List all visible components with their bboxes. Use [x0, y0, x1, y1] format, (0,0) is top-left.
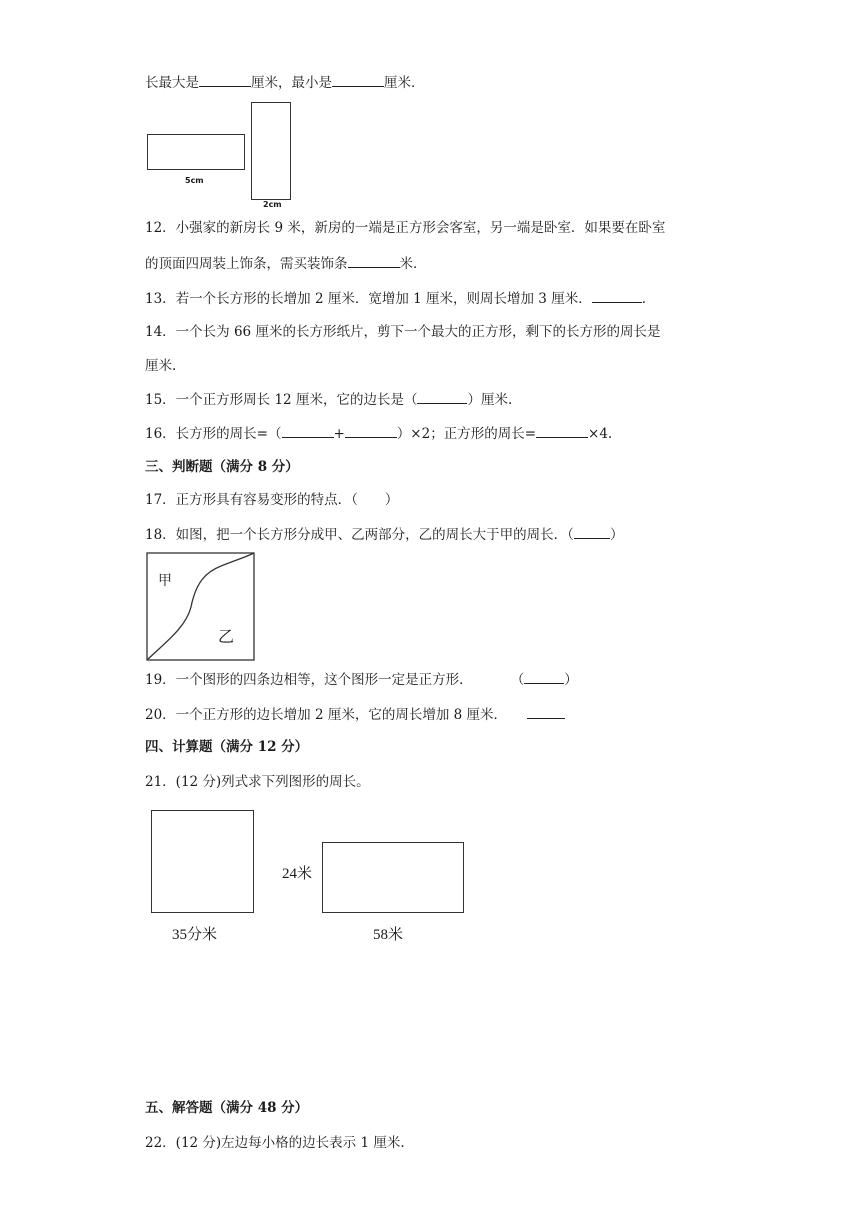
q12-text-a: 的顶面四周装上饰条，需买装饰条 — [145, 256, 348, 272]
q15-line — [145, 389, 512, 410]
q14-line1: 14．一个长为 66 厘米的长方形纸片，剪下一个最大的正方形，剩下的长方形的周长是 — [145, 324, 661, 340]
q15-text-a: 15．一个正方形周长 12 厘米，它的边长是（ — [145, 392, 418, 408]
q18-label-yi: 乙 — [218, 627, 235, 646]
q19-close: ） — [564, 672, 578, 688]
q12-text-b: 米． — [399, 256, 427, 272]
q21-rectangle — [322, 842, 464, 913]
q11-label-2cm: 2cm — [263, 200, 282, 209]
q15-blank — [417, 389, 467, 404]
q21-square — [151, 810, 254, 913]
q11-figure — [145, 100, 305, 215]
q20-line — [145, 704, 565, 725]
q14-line2: 厘米. — [145, 358, 177, 374]
q18-blank — [574, 524, 610, 539]
q21-line: 21．(12 分)列式求下列图形的周长。 — [145, 774, 370, 790]
q21-square-label: 35分米 — [172, 927, 218, 943]
q16-blank-length — [282, 423, 334, 438]
q17-line: 17．正方形具有容易变形的特点．（ ） — [145, 492, 399, 508]
section-5-heading: 五、解答题（满分 48 分） — [145, 1100, 309, 1116]
q13-text: 13．若一个长方形的长增加 2 厘米．宽增加 1 厘米，则周长增加 3 厘米． — [145, 291, 592, 307]
q19-text: 19．一个图形的四条边相等，这个图形一定是正方形． — [145, 672, 473, 688]
q11-blank-min — [332, 72, 384, 87]
q11-horizontal-rectangle — [147, 134, 245, 170]
q11-text-b: 厘米，最小是 — [251, 75, 332, 91]
q11-label-5cm: 5cm — [185, 176, 204, 185]
q16-blank-side — [536, 423, 588, 438]
q18-line — [145, 524, 623, 545]
q19-blank — [524, 669, 564, 684]
section-3-heading: 三、判断题（满分 8 分） — [145, 459, 299, 475]
q18-figure — [146, 552, 256, 662]
q21-rect-width-label: 58米 — [373, 927, 404, 943]
q16-blank-width — [345, 423, 397, 438]
q18-end: ） — [609, 527, 624, 543]
q19-open: （ — [510, 672, 525, 688]
q16-text-b: ）×2；正方形的周长= — [396, 426, 537, 442]
q11-text — [145, 72, 425, 93]
q13-line — [145, 288, 646, 309]
q16-text-a: 16．长方形的周长=（ — [145, 426, 282, 442]
q22-line: 22．(12 分)左边每小格的边长表示 1 厘米. — [145, 1135, 405, 1151]
q16-line — [145, 423, 612, 444]
q12-blank — [348, 253, 400, 268]
q21-rect-height-label: 24米 — [282, 866, 313, 882]
q18-text: 18．如图，把一个长方形分成甲、乙两部分，乙的周长大于甲的周长．（ — [145, 527, 574, 543]
q15-text-b: ）厘米. — [467, 392, 513, 408]
q13-blank — [592, 288, 642, 303]
q13-end: . — [641, 291, 646, 307]
q12-line1: 12．小强家的新房长 9 米，新房的一端是正方形会客室，另一端是卧室．如果要在卧室 — [145, 220, 666, 236]
q19-line — [145, 669, 578, 690]
section-4-heading: 四、计算题（满分 12 分） — [145, 739, 309, 755]
q20-blank — [527, 704, 565, 719]
q12-line2 — [145, 253, 427, 274]
q21-figures — [145, 805, 475, 950]
q18-label-jia: 甲 — [158, 573, 172, 589]
q11-text-a: 长最大是 — [145, 75, 199, 91]
q20-text: 20．一个正方形的边长增加 2 厘米，它的周长增加 8 厘米． — [145, 707, 508, 723]
q11-vertical-rectangle — [251, 102, 291, 200]
q11-text-c: 厘米． — [384, 75, 425, 91]
q16-plus: + — [333, 426, 345, 442]
q11-blank-max — [199, 72, 251, 87]
q16-text-c: ×4. — [588, 426, 613, 442]
q18-divided-rectangle — [146, 552, 256, 662]
